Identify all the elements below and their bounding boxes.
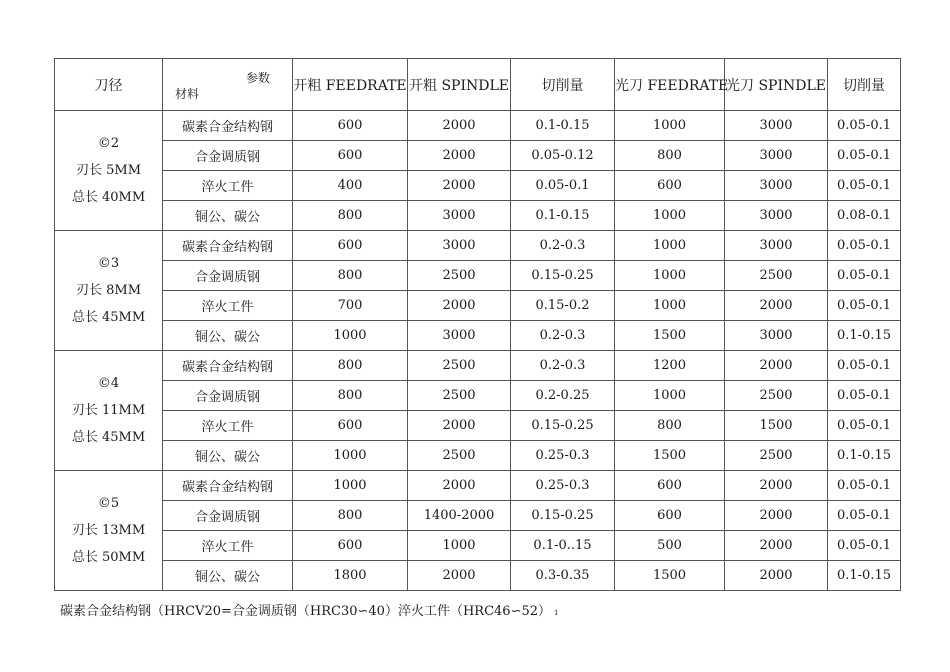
finish-cut-cell: 0.08-0.1 [828, 201, 901, 231]
finish-cut-cell: 0.1-0.15 [828, 441, 901, 471]
finish-feedrate-cell: 600 [615, 471, 725, 501]
finish-cut-cell: 0.05-0.1 [828, 531, 901, 561]
rough-spindle-cell: 3000 [408, 321, 511, 351]
finish-feedrate-cell: 600 [615, 501, 725, 531]
finish-feedrate-cell: 1500 [615, 441, 725, 471]
header-param-material [163, 59, 293, 111]
rough-cut-cell: 0.2-0.3 [511, 351, 615, 381]
rough-feedrate-cell: 600 [293, 531, 408, 561]
finish-cut-cell: 0.05-0.1 [828, 141, 901, 171]
material-cell: 淬火工件 [163, 171, 293, 201]
rough-cut-cell: 0.15-0.25 [511, 261, 615, 291]
cutting-parameter-table [54, 58, 901, 591]
header-finish-feedrate: 光刀 FEEDRATE [615, 59, 725, 111]
finish-spindle-cell: 2000 [725, 471, 828, 501]
material-cell: 铜公、碳公 [163, 321, 293, 351]
finish-cut-cell: 0.05-0.1 [828, 411, 901, 441]
table-row [55, 261, 901, 291]
finish-spindle-cell: 2000 [725, 351, 828, 381]
material-cell: 铜公、碳公 [163, 561, 293, 591]
rough-feedrate-cell: 700 [293, 291, 408, 321]
rough-spindle-cell: 1000 [408, 531, 511, 561]
footnote [60, 600, 558, 619]
rough-feedrate-cell: 800 [293, 381, 408, 411]
finish-cut-cell: 0.05-0.1 [828, 111, 901, 141]
rough-cut-cell: 0.1-0.15 [511, 201, 615, 231]
finish-feedrate-cell: 800 [615, 411, 725, 441]
finish-feedrate-cell: 1000 [615, 111, 725, 141]
material-cell: 合金调质钢 [163, 261, 293, 291]
finish-cut-cell: 0.05-0.1 [828, 471, 901, 501]
rough-feedrate-cell: 1000 [293, 471, 408, 501]
material-cell: 铜公、碳公 [163, 441, 293, 471]
finish-cut-cell: 0.05-0.1 [828, 381, 901, 411]
rough-cut-cell: 0.2-0.3 [511, 321, 615, 351]
rough-spindle-cell: 1400-2000 [408, 501, 511, 531]
finish-cut-cell: 0.05-0.1 [828, 231, 901, 261]
total-length: 总长 50MM [71, 550, 146, 565]
tool-spec-cell [55, 351, 163, 471]
material-cell: 铜公、碳公 [163, 201, 293, 231]
rough-feedrate-cell: 600 [293, 111, 408, 141]
material-cell: 合金调质钢 [163, 501, 293, 531]
rough-spindle-cell: 3000 [408, 201, 511, 231]
rough-cut-cell: 0.25-0.3 [511, 441, 615, 471]
finish-cut-cell: 0.05-0.1 [828, 351, 901, 381]
rough-cut-cell: 0.05-0.12 [511, 141, 615, 171]
finish-cut-cell: 0.05-0.1 [828, 501, 901, 531]
edge-length: 刃长 11MM [71, 403, 146, 418]
header-finish-spindle: 光刀 SPINDLE [725, 59, 828, 111]
rough-cut-cell: 0.05-0.1 [511, 171, 615, 201]
tool-diameter: ©3 [97, 256, 120, 271]
finish-spindle-cell: 3000 [725, 201, 828, 231]
finish-spindle-cell: 2500 [725, 441, 828, 471]
tool-diameter: ©5 [97, 496, 120, 511]
header-param: 参数 [245, 71, 270, 85]
table-row [55, 531, 901, 561]
table-row [55, 411, 901, 441]
finish-feedrate-cell: 1000 [615, 261, 725, 291]
material-cell: 淬火工件 [163, 291, 293, 321]
rough-feedrate-cell: 600 [293, 231, 408, 261]
footnote-text: 碳素合金结构钢（HRCV20=合金调质钢（HRC30∽40）淬火工件（HRC46∽52） [60, 604, 551, 619]
rough-cut-cell: 0.1-0..15 [511, 531, 615, 561]
finish-spindle-cell: 1500 [725, 411, 828, 441]
table-row [55, 171, 901, 201]
rough-feedrate-cell: 800 [293, 351, 408, 381]
rough-spindle-cell: 2000 [408, 111, 511, 141]
material-cell: 合金调质钢 [163, 381, 293, 411]
table-row [55, 141, 901, 171]
rough-spindle-cell: 2000 [408, 171, 511, 201]
rough-feedrate-cell: 1000 [293, 321, 408, 351]
tool-spec-cell [55, 471, 163, 591]
finish-spindle-cell: 2000 [725, 291, 828, 321]
rough-cut-cell: 0.1-0.15 [511, 111, 615, 141]
rough-spindle-cell: 2000 [408, 561, 511, 591]
header-material: 材料 [175, 87, 200, 101]
rough-spindle-cell: 2000 [408, 291, 511, 321]
table-row [55, 561, 901, 591]
rough-feedrate-cell: 600 [293, 411, 408, 441]
table-row [55, 231, 901, 261]
footnote-mark: 1 [554, 609, 559, 617]
header-row [55, 59, 901, 111]
tool-spec-cell [55, 111, 163, 231]
rough-cut-cell: 0.15-0.25 [511, 501, 615, 531]
table-row [55, 381, 901, 411]
finish-spindle-cell: 3000 [725, 231, 828, 261]
finish-spindle-cell: 3000 [725, 111, 828, 141]
finish-cut-cell: 0.1-0.15 [828, 321, 901, 351]
material-cell: 淬火工件 [163, 411, 293, 441]
table-row [55, 321, 901, 351]
rough-feedrate-cell: 400 [293, 171, 408, 201]
finish-feedrate-cell: 1000 [615, 291, 725, 321]
table-row [55, 111, 901, 141]
table-row [55, 201, 901, 231]
finish-feedrate-cell: 800 [615, 141, 725, 171]
rough-spindle-cell: 2000 [408, 471, 511, 501]
rough-spindle-cell: 2000 [408, 141, 511, 171]
table-row [55, 471, 901, 501]
rough-cut-cell: 0.25-0.3 [511, 471, 615, 501]
finish-feedrate-cell: 500 [615, 531, 725, 561]
table-row [55, 441, 901, 471]
finish-spindle-cell: 3000 [725, 141, 828, 171]
finish-cut-cell: 0.1-0.15 [828, 561, 901, 591]
rough-feedrate-cell: 800 [293, 261, 408, 291]
material-cell: 碳素合金结构钢 [163, 471, 293, 501]
finish-spindle-cell: 2000 [725, 561, 828, 591]
rough-spindle-cell: 2500 [408, 381, 511, 411]
header-finish-cut: 切削量 [828, 59, 901, 111]
finish-spindle-cell: 3000 [725, 171, 828, 201]
tool-diameter: ©4 [97, 376, 120, 391]
material-cell: 碳素合金结构钢 [163, 111, 293, 141]
total-length: 总长 40MM [71, 190, 146, 205]
material-cell: 碳素合金结构钢 [163, 231, 293, 261]
finish-spindle-cell: 2000 [725, 531, 828, 561]
rough-spindle-cell: 2500 [408, 441, 511, 471]
rough-cut-cell: 0.3-0.35 [511, 561, 615, 591]
finish-feedrate-cell: 1500 [615, 561, 725, 591]
edge-length: 刃长 13MM [71, 523, 146, 538]
rough-feedrate-cell: 600 [293, 141, 408, 171]
rough-feedrate-cell: 1800 [293, 561, 408, 591]
rough-spindle-cell: 2000 [408, 411, 511, 441]
header-rough-cut: 切削量 [511, 59, 615, 111]
rough-spindle-cell: 2500 [408, 351, 511, 381]
finish-feedrate-cell: 600 [615, 171, 725, 201]
finish-cut-cell: 0.05-0.1 [828, 261, 901, 291]
rough-cut-cell: 0.15-0.25 [511, 411, 615, 441]
header-rough-feedrate: 开粗 FEEDRATE [293, 59, 408, 111]
total-length: 总长 45MM [71, 310, 146, 325]
finish-feedrate-cell: 1000 [615, 381, 725, 411]
total-length: 总长 45MM [71, 430, 146, 445]
table-row [55, 291, 901, 321]
rough-feedrate-cell: 800 [293, 201, 408, 231]
rough-feedrate-cell: 1000 [293, 441, 408, 471]
rough-cut-cell: 0.15-0.2 [511, 291, 615, 321]
finish-feedrate-cell: 1200 [615, 351, 725, 381]
finish-cut-cell: 0.05-0.1 [828, 171, 901, 201]
tool-diameter: ©2 [97, 136, 120, 151]
rough-spindle-cell: 3000 [408, 231, 511, 261]
rough-cut-cell: 0.2-0.25 [511, 381, 615, 411]
finish-spindle-cell: 2000 [725, 501, 828, 531]
material-cell: 碳素合金结构钢 [163, 351, 293, 381]
material-cell: 合金调质钢 [163, 141, 293, 171]
finish-feedrate-cell: 1500 [615, 321, 725, 351]
edge-length: 刃长 8MM [75, 283, 142, 298]
finish-spindle-cell: 3000 [725, 321, 828, 351]
rough-cut-cell: 0.2-0.3 [511, 231, 615, 261]
tool-spec-cell [55, 231, 163, 351]
rough-spindle-cell: 2500 [408, 261, 511, 291]
header-tool-diameter: 刀径 [55, 59, 163, 111]
material-cell: 淬火工件 [163, 531, 293, 561]
finish-cut-cell: 0.05-0.1 [828, 291, 901, 321]
finish-spindle-cell: 2500 [725, 261, 828, 291]
table-row [55, 501, 901, 531]
edge-length: 刃长 5MM [75, 163, 142, 178]
finish-feedrate-cell: 1000 [615, 231, 725, 261]
finish-spindle-cell: 2500 [725, 381, 828, 411]
rough-feedrate-cell: 800 [293, 501, 408, 531]
finish-feedrate-cell: 1000 [615, 201, 725, 231]
header-rough-spindle: 开粗 SPINDLE [408, 59, 511, 111]
table-row [55, 351, 901, 381]
